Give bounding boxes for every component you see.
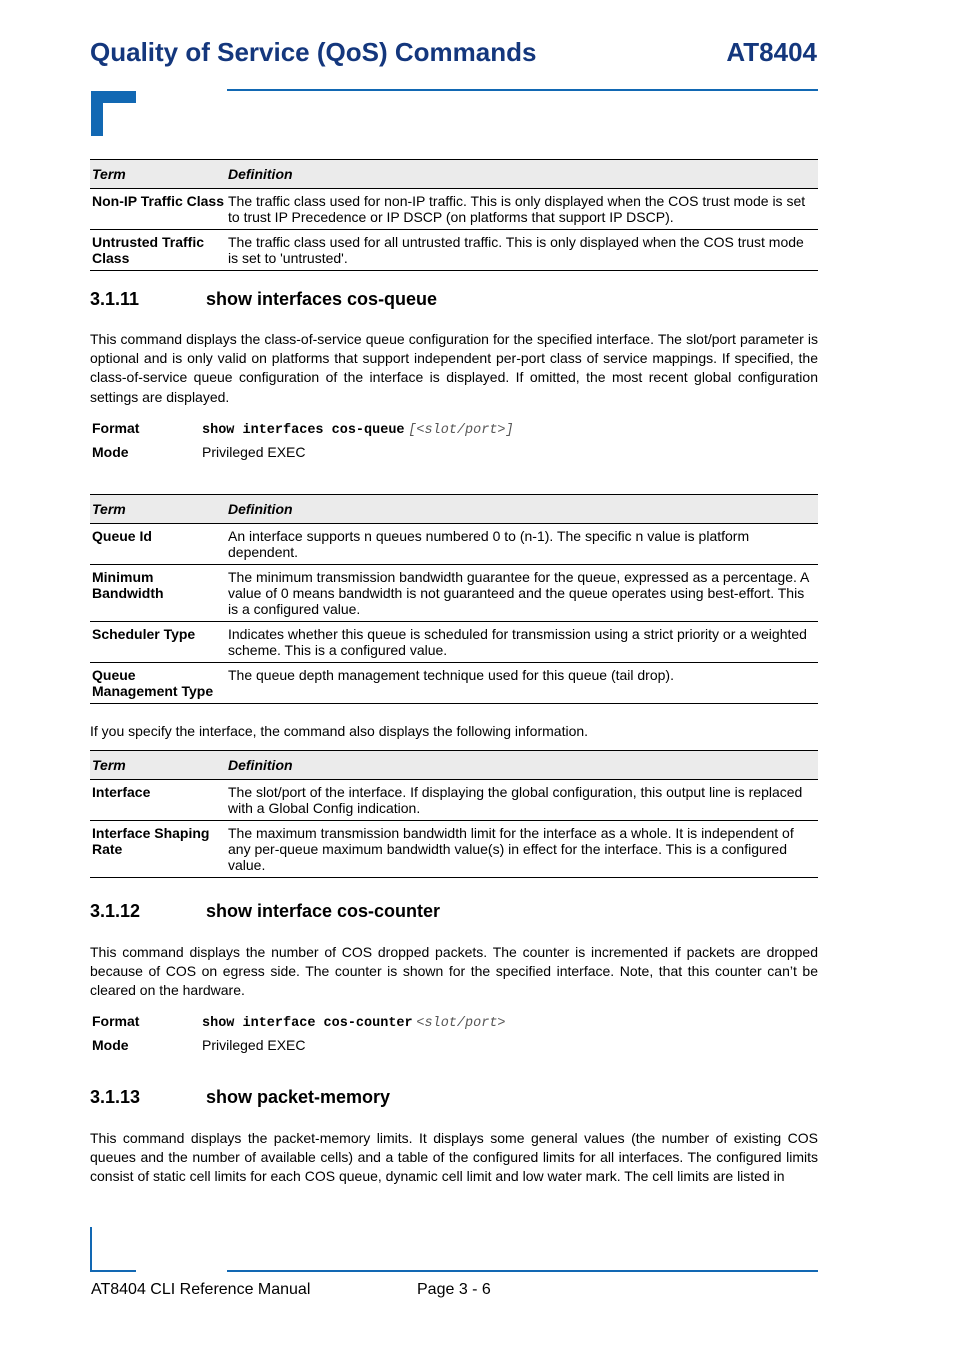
page-header-product-code: AT8404 <box>726 37 817 67</box>
term-cell: Interface Shaping Rate <box>90 821 226 878</box>
column-header-definition: Definition <box>226 160 818 189</box>
column-header-term: Term <box>90 495 226 524</box>
column-header-term: Term <box>90 160 226 189</box>
table-header-row <box>90 495 818 524</box>
header-corner-mark-vertical <box>91 91 103 136</box>
term-cell: Minimum Bandwidth <box>90 565 226 622</box>
footer-corner-mark-horizontal <box>90 1270 136 1272</box>
command-text: show interface cos-counter <box>202 1016 413 1031</box>
section-description: This command displays the class-of-service queue configuration for the specified interface. The slot/port parameter is optional and is only valid on platforms that support independent per-port class of service mappings. If specified, the class-of-service queue configuration of the interface is displayed. If omitted, the most recent global configuration settings are displayed. <box>90 331 818 405</box>
section-title: show interfaces cos-queue <box>206 289 438 309</box>
definition-cell: Indicates whether this queue is scheduled for transmission using a strict priority or a weighted scheme. This is a configured value. <box>226 622 818 663</box>
mode-value: Privileged EXEC <box>202 1037 306 1053</box>
section-title: show interface cos-counter <box>206 901 441 921</box>
command-text: show interfaces cos-queue <box>202 423 405 438</box>
term-cell: Queue Id <box>90 524 226 565</box>
command-argument: <slot/port> <box>416 1016 506 1031</box>
mode-label: Mode <box>92 1037 129 1053</box>
section-number: 3.1.11 <box>90 289 140 309</box>
column-header-definition: Definition <box>226 495 818 524</box>
term-table-traffic-class <box>90 159 818 271</box>
section-heading-3-1-12 <box>90 901 440 922</box>
table-header-row <box>90 160 818 189</box>
section-number: 3.1.13 <box>90 1087 141 1107</box>
definition-cell: The maximum transmission bandwidth limit for the interface as a whole. It is independent of any per-queue maximum bandwidth value(s) in effect for the interface. This is a configured value. <box>226 821 818 878</box>
definition-cell: The traffic class used for all untrusted traffic. This is only displayed when the COS trust mode is set to 'untrusted'. <box>226 230 818 271</box>
table-row <box>90 663 818 704</box>
term-table-cos-queue <box>90 494 818 704</box>
section-heading-3-1-11 <box>90 289 437 310</box>
section-heading-3-1-13 <box>90 1087 390 1108</box>
footer-corner-mark <box>90 1227 92 1272</box>
definition-cell: An interface supports n queues numbered 0 to (n-1). The specific n value is platform dependent. <box>226 524 818 565</box>
section-description: This command displays the number of COS dropped packets. The counter is incremented if packets are dropped because of COS on egress side. The counter is shown for the specified interface. Note, that this counter can’t be cleared on the hardware. <box>90 944 818 999</box>
term-cell: Interface <box>90 780 226 821</box>
definition-cell: The minimum transmission bandwidth guarantee for the queue, expressed as a percentage. A value of 0 means bandwidth is not guaranteed and the queue operates using best-effort. This is a configured value. <box>226 565 818 622</box>
command-argument: [<slot/port>] <box>408 423 514 438</box>
table-row <box>90 565 818 622</box>
term-cell: Non-IP Traffic Class <box>90 189 226 230</box>
format-label: Format <box>92 420 140 436</box>
page-header-title: Quality of Service (QoS) Commands <box>90 37 537 67</box>
definition-cell: The slot/port of the interface. If displaying the global configuration, this output line is replaced with a Global Config indication. <box>226 780 818 821</box>
table-row <box>90 230 818 271</box>
format-label: Format <box>92 1013 140 1029</box>
interface-note: If you specify the interface, the command also displays the following information. <box>90 723 589 739</box>
section-title: show packet-memory <box>206 1087 391 1107</box>
table-row <box>90 821 818 878</box>
table-row <box>90 622 818 663</box>
table-row <box>90 780 818 821</box>
column-header-definition: Definition <box>226 751 818 780</box>
footer-rule <box>227 1270 818 1272</box>
format-syntax <box>202 421 514 438</box>
table-header-row <box>90 751 818 780</box>
mode-label: Mode <box>92 444 129 460</box>
section-description: This command displays the packet-memory limits. It displays some general values (the number of existing COS queues and the number of available cells) and a table of the configured limits for all interfaces. The configured limits consist of static cell limits for each COS queue, dynamic cell limit and low water mark. The cell limits are listed in <box>90 1130 818 1185</box>
table-row <box>90 524 818 565</box>
definition-cell: The queue depth management technique used for this queue (tail drop). <box>226 663 818 704</box>
section-number: 3.1.12 <box>90 901 141 921</box>
term-table-interface <box>90 750 818 878</box>
definition-cell: The traffic class used for non-IP traffic. This is only displayed when the COS trust mode is set to trust IP Precedence or IP DSCP (on platforms that support IP DSCP). <box>226 189 818 230</box>
table-row <box>90 189 818 230</box>
term-cell: Untrusted Traffic Class <box>90 230 226 271</box>
mode-value: Privileged EXEC <box>202 444 306 460</box>
footer-manual-title: AT8404 CLI Reference Manual <box>91 1281 311 1298</box>
term-cell: Scheduler Type <box>90 622 226 663</box>
header-rule <box>227 89 818 91</box>
footer-page-number: Page 3 - 6 <box>417 1281 491 1298</box>
term-cell: Queue Management Type <box>90 663 226 704</box>
format-syntax <box>202 1014 506 1031</box>
column-header-term: Term <box>90 751 226 780</box>
